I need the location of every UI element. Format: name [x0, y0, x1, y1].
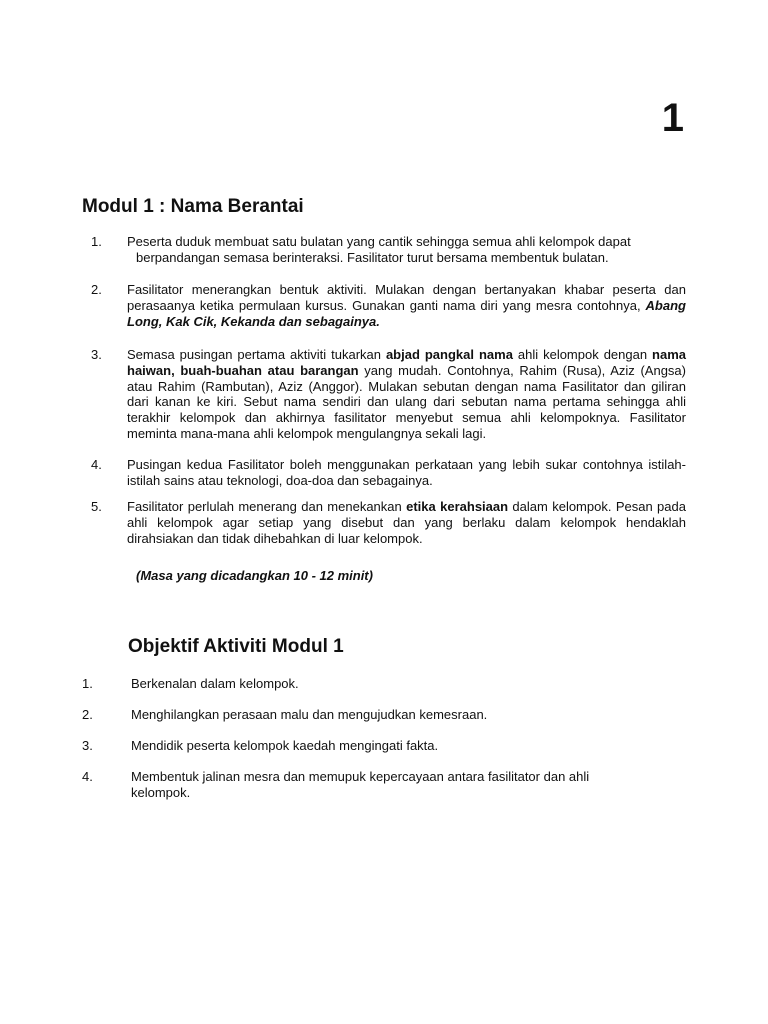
- step-text-continuation: berpandangan semasa berinteraksi. Fasilitator turut bersama membentuk bulatan.: [136, 249, 609, 265]
- step-number: 5.: [91, 499, 102, 514]
- objective-text: Mendidik peserta kelompok kaedah mengingati fakta.: [131, 738, 439, 753]
- activity-steps: [82, 234, 686, 549]
- step-item: [82, 457, 686, 491]
- objective-text: Menghilangkan perasaan malu dan mengujudkan kemesraan.: [131, 707, 488, 722]
- step-number: 3.: [91, 347, 102, 362]
- objective-item: [82, 738, 642, 754]
- module-title: Modul 1 : Nama Berantai: [82, 196, 304, 217]
- step-text: [127, 347, 686, 442]
- duration-note: (Masa yang dicadangkan 10 - 12 minit): [136, 568, 373, 583]
- step-text-plain: Fasilitator perlulah menerang dan menekankan: [127, 499, 407, 514]
- step-text-bold: etika kerahsiaan: [406, 499, 509, 514]
- step-text: [127, 234, 686, 266]
- objective-title: Objektif Aktiviti Modul 1: [128, 636, 344, 657]
- step-text-line: Peserta duduk membuat satu bulatan yang cantik sehingga semua ahli kelompok dapat: [127, 234, 631, 249]
- step-item: [82, 282, 686, 336]
- step-number: 2.: [91, 282, 102, 297]
- objective-number: 4.: [82, 769, 93, 784]
- step-number: 4.: [91, 457, 102, 472]
- objective-item: [82, 707, 642, 723]
- objective-list: [82, 676, 642, 816]
- step-text-bold: abjad pangkal nama: [385, 347, 513, 362]
- objective-text: Berkenalan dalam kelompok.: [131, 676, 299, 691]
- step-item: [82, 234, 686, 274]
- step-text: Pusingan kedua Fasilitator boleh menggunakan perkataan yang lebih sukar contohnya istilah-istilah sains atau teknologi, doa-doa dan sebagainya.: [127, 457, 686, 488]
- step-text: [127, 499, 686, 546]
- step-text-plain: Semasa pusingan pertama aktiviti tukarkan: [127, 347, 386, 362]
- step-text-emphasis: Abang Long, Kak Cik, Kekanda dan sebagainya.: [127, 297, 686, 329]
- step-item: [82, 499, 686, 549]
- step-item: [82, 347, 686, 447]
- step-text-plain: dalam kelompok. Pesan pada ahli kelompok agar setiap yang disebut dan yang berlaku dalam kelompok hendaklah dirahsiakan dan tidak dihebahkan di luar kelompok.: [127, 499, 686, 546]
- objective-item: [82, 676, 642, 692]
- page-number: 1: [661, 96, 684, 140]
- step-text-plain: Fasilitator menerangkan bentuk aktiviti. Mulakan dengan bertanyakan khabar peserta dan perasaanya ketika permulaan kursus. Gunakan ganti nama diri yang mesra contohnya,: [127, 282, 686, 313]
- step-text: [127, 282, 686, 329]
- step-text-plain: yang mudah. Contohnya, Rahim (Rusa), Aziz (Angsa) atau Rahim (Rambutan), Aziz (Anggor). Mulakan sebutan dengan nama Fasilitator dan giliran dari kanan ke kiri. Sebut nama sendiri dan ulang dari sebutan nama pertama sehingga ahli terakhir kelompok dan akhirnya fasilitator menyebut semua ahli kelompoknya. Fasilitator meminta mana-mana ahli kelompok mengulangnya sekali lagi.: [127, 362, 686, 441]
- objective-number: 2.: [82, 707, 93, 722]
- objective-text: Membentuk jalinan mesra dan memupuk kepercayaan antara fasilitator dan ahli kelompok.: [131, 769, 590, 800]
- step-number: 1.: [91, 234, 102, 249]
- step-text-bold: nama haiwan, buah-buahan atau barangan: [127, 347, 687, 378]
- objective-number: 1.: [82, 676, 93, 691]
- objective-item: [82, 769, 642, 801]
- objective-number: 3.: [82, 738, 93, 753]
- step-text-plain: ahli kelompok dengan: [512, 347, 653, 362]
